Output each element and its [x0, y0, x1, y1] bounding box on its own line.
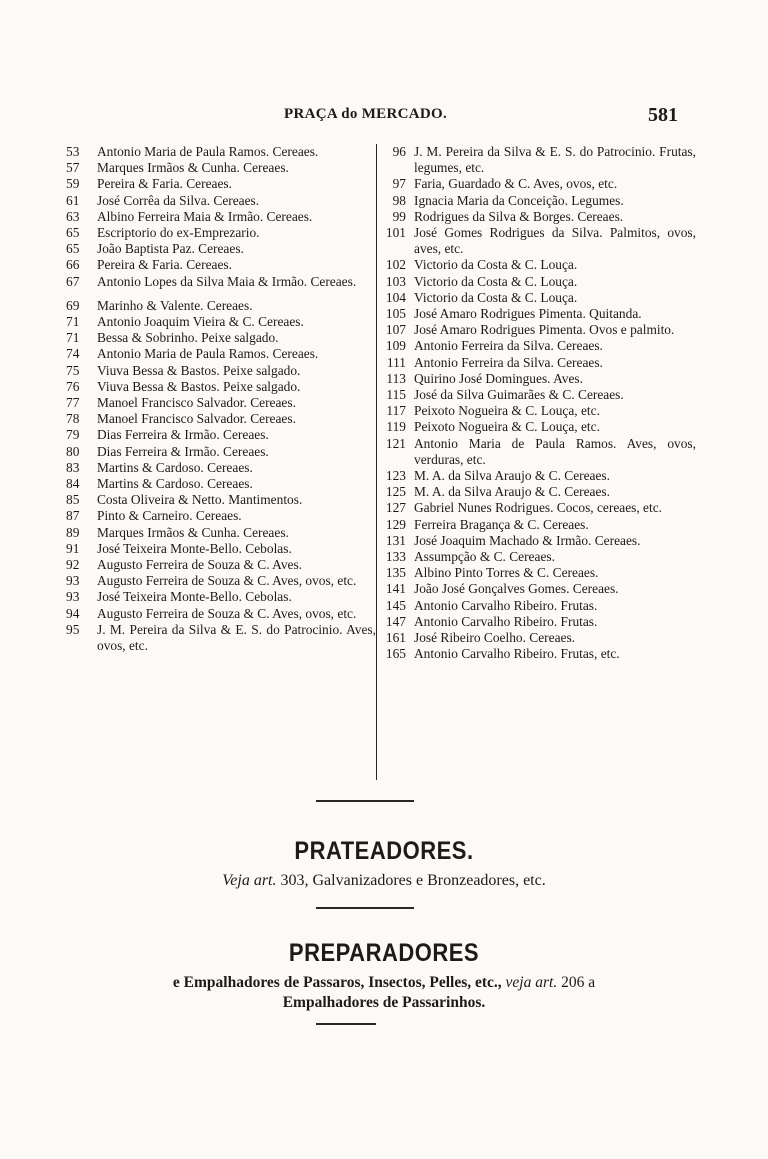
- directory-entry: [380, 306, 696, 322]
- entry-text: J. M. Pereira da Silva & E. S. do Patrocinio. Aves, ovos, etc.: [97, 621, 376, 654]
- separator-rule: [316, 907, 414, 909]
- entry-text: J. M. Pereira da Silva & E. S. do Patrocinio. Frutas, legumes, etc.: [414, 144, 696, 176]
- entry-text: Rodrigues da Silva & Borges. Cereaes.: [414, 208, 624, 224]
- directory-entry: [380, 257, 696, 273]
- street-number: 83: [66, 459, 80, 475]
- street-number: 69: [66, 297, 80, 313]
- directory-entry: [380, 436, 696, 468]
- directory-entry: [66, 411, 376, 427]
- directory-entry: [66, 298, 376, 314]
- entry-text: Dias Ferreira & Irmão. Cereaes.: [97, 427, 269, 443]
- directory-entry: [66, 176, 376, 192]
- directory-entry: [380, 338, 696, 354]
- directory-entry: [380, 517, 696, 533]
- directory-entry: [380, 630, 696, 646]
- directory-entry: [66, 541, 376, 557]
- entry-text: Antonio Ferreira da Silva. Cereaes.: [414, 354, 603, 370]
- entry-text: Ignacia Maria da Conceição. Legumes.: [414, 192, 624, 208]
- street-number: 66: [66, 257, 80, 273]
- veja-art-reference: veja art.: [505, 974, 558, 991]
- page-header: [0, 104, 768, 132]
- entry-text: José Gomes Rodrigues da Silva. Palmitos, ovos, aves, etc.: [414, 225, 696, 257]
- directory-entry: [380, 176, 696, 192]
- directory-entry: [66, 460, 376, 476]
- street-number: 141: [385, 581, 406, 597]
- page-number: 581: [648, 104, 678, 126]
- directory-entry: [66, 241, 376, 257]
- entry-text: Faria, Guardado & C. Aves, ovos, etc.: [414, 176, 618, 192]
- directory-entry: [380, 419, 696, 435]
- entry-text: Augusto Ferreira de Souza & C. Aves, ovos, etc.: [97, 573, 357, 589]
- entry-text: Peixoto Nogueira & C. Louça, etc.: [414, 419, 600, 435]
- street-number: 91: [66, 540, 80, 556]
- street-number: 102: [385, 257, 406, 273]
- entry-text: Augusto Ferreira de Souza & C. Aves, ovos, etc.: [97, 605, 357, 621]
- entry-text: Victorio da Costa & C. Louça.: [414, 273, 578, 289]
- street-number: 123: [385, 468, 406, 484]
- entry-text: Quirino José Domingues. Aves.: [414, 370, 583, 386]
- entry-text: Victorio da Costa & C. Louça.: [414, 257, 578, 273]
- directory-entry: [380, 646, 696, 662]
- street-number: 125: [385, 484, 406, 500]
- entry-text: Martins & Cardoso. Cereaes.: [97, 459, 253, 475]
- entry-text: Pinto & Carneiro. Cereaes.: [97, 508, 242, 524]
- directory-entry: [66, 330, 376, 346]
- prateadores-reference: [0, 872, 768, 890]
- directory-entry: [66, 606, 376, 622]
- street-number: 59: [66, 176, 80, 192]
- directory-entry: [380, 274, 696, 290]
- directory-entry: [380, 144, 696, 176]
- street-number: 71: [66, 330, 80, 346]
- street-number: 84: [66, 476, 80, 492]
- entry-text: João Baptista Paz. Cereaes.: [97, 241, 244, 257]
- entry-text: João José Gonçalves Gomes. Cereaes.: [414, 581, 619, 597]
- entry-text: Viuva Bessa & Bastos. Peixe salgado.: [97, 378, 301, 394]
- directory-entry: [380, 209, 696, 225]
- directory-entry: [380, 468, 696, 484]
- street-number: 80: [66, 443, 80, 459]
- street-number: 101: [385, 225, 406, 241]
- directory-entry: [380, 581, 696, 597]
- directory-entry: [380, 614, 696, 630]
- directory-entry: [380, 290, 696, 306]
- entry-text: Marques Irmãos & Cunha. Cereaes.: [97, 524, 289, 540]
- entry-text: Viuva Bessa & Bastos. Peixe salgado.: [97, 362, 301, 378]
- street-number: 94: [66, 605, 80, 621]
- street-number: 111: [386, 354, 406, 370]
- street-number: 117: [386, 403, 406, 419]
- entry-text: José da Silva Guimarães & C. Cereaes.: [414, 387, 624, 403]
- directory-entry: [66, 257, 376, 273]
- street-number: 109: [385, 338, 406, 354]
- directory-entry: [380, 225, 696, 257]
- preparadores-line-1-post: 206 a: [561, 974, 596, 991]
- street-number: 165: [385, 646, 406, 662]
- street-number: 57: [66, 160, 80, 176]
- street-number: 97: [392, 176, 406, 192]
- street-number: 93: [66, 573, 80, 589]
- directory-entry: [66, 427, 376, 443]
- preparadores-line-1-text: e Empalhadores de Passaros, Insectos, Pelles, etc.,: [172, 974, 502, 991]
- directory-entry: [66, 346, 376, 362]
- entry-text: Antonio Carvalho Ribeiro. Frutas.: [414, 597, 598, 613]
- veja-word: Veja: [222, 872, 250, 889]
- entry-text: Antonio Maria de Paula Ramos. Cereaes.: [97, 144, 319, 159]
- directory-entry: [66, 314, 376, 330]
- section-title-preparadores: PREPARADORES: [288, 938, 480, 967]
- street-number: 95: [66, 621, 80, 637]
- prateadores-reference-text: 303, Galvanizadores e Bronzeadores, etc.: [280, 872, 546, 889]
- directory-entry: [66, 589, 376, 605]
- left-column: [66, 144, 376, 654]
- entry-text: Gabriel Nunes Rodrigues. Cocos, cereaes, etc.: [414, 500, 663, 516]
- street-number: 67: [66, 273, 80, 289]
- entry-text: Pereira & Faria. Cereaes.: [97, 176, 232, 192]
- entry-text: Albino Ferreira Maia & Irmão. Cereaes.: [97, 208, 313, 224]
- entry-text: Antonio Joaquim Vieira & C. Cereaes.: [97, 314, 304, 330]
- directory-entry: [380, 355, 696, 371]
- street-number: 96: [392, 144, 406, 159]
- entry-text: José Amaro Rodrigues Pimenta. Quitanda.: [414, 306, 642, 322]
- directory-entry: [66, 209, 376, 225]
- entry-text: José Joaquim Machado & Irmão. Cereaes.: [414, 532, 641, 548]
- street-number: 93: [66, 589, 80, 605]
- entry-text: M. A. da Silva Araujo & C. Cereaes.: [414, 484, 610, 500]
- entry-text: Marinho & Valente. Cereaes.: [97, 297, 253, 313]
- street-number: 133: [385, 549, 406, 565]
- entry-text: Albino Pinto Torres & C. Cereaes.: [414, 565, 599, 581]
- column-divider: [376, 144, 377, 780]
- street-number: 53: [66, 144, 80, 159]
- street-number: 71: [66, 314, 80, 330]
- entry-text: Escriptorio do ex-Emprezario.: [97, 225, 260, 241]
- section-title-prateadores: PRATEADORES.: [294, 836, 474, 865]
- directory-entry: [380, 403, 696, 419]
- directory-entry: [380, 565, 696, 581]
- entry-text: José Teixeira Monte-Bello. Cebolas.: [97, 589, 292, 605]
- directory-entry: [66, 363, 376, 379]
- directory-entry: [380, 371, 696, 387]
- street-number: 147: [385, 613, 406, 629]
- directory-entry: [66, 476, 376, 492]
- street-number: 61: [66, 192, 80, 208]
- directory-entry: [380, 193, 696, 209]
- street-number: 131: [385, 532, 406, 548]
- street-number: 65: [66, 241, 80, 257]
- right-column: [380, 144, 696, 663]
- entry-text: José Amaro Rodrigues Pimenta. Ovos e palmito.: [414, 322, 675, 338]
- directory-entry: [66, 395, 376, 411]
- entry-text: Antonio Ferreira da Silva. Cereaes.: [414, 338, 603, 354]
- directory-entry: [66, 525, 376, 541]
- directory-entry: [66, 144, 376, 160]
- directory-entry: [380, 387, 696, 403]
- street-number: 129: [385, 516, 406, 532]
- entry-text: Antonio Lopes da Silva Maia & Irmão. Cereaes.: [97, 273, 357, 289]
- directory-entry: [66, 160, 376, 176]
- street-number: 78: [66, 411, 80, 427]
- entry-text: Manoel Francisco Salvador. Cereaes.: [97, 395, 296, 411]
- street-number: 87: [66, 508, 80, 524]
- entry-text: José Teixeira Monte-Bello. Cebolas.: [97, 540, 292, 556]
- entry-text: Costa Oliveira & Netto. Mantimentos.: [97, 492, 303, 508]
- running-title: PRAÇA do MERCADO.: [284, 106, 448, 122]
- directory-columns: [66, 144, 696, 784]
- entry-text: Assumpção & C. Cereaes.: [414, 549, 555, 565]
- entry-text: Augusto Ferreira de Souza & C. Aves.: [97, 557, 303, 573]
- street-number: 145: [385, 597, 406, 613]
- entry-text: Dias Ferreira & Irmão. Cereaes.: [97, 443, 269, 459]
- entry-text: Victorio da Costa & C. Louça.: [414, 289, 578, 305]
- directory-entry: [66, 492, 376, 508]
- street-number: 89: [66, 524, 80, 540]
- street-number: 65: [66, 225, 80, 241]
- separator-rule: [316, 800, 414, 802]
- entry-text: Antonio Carvalho Ribeiro. Frutas, etc.: [414, 646, 620, 662]
- directory-entry: [380, 322, 696, 338]
- directory-entry: [380, 598, 696, 614]
- street-number: 85: [66, 492, 80, 508]
- directory-entry: [66, 557, 376, 573]
- street-number: 75: [66, 362, 80, 378]
- directory-entry: [66, 508, 376, 524]
- street-number: 161: [385, 630, 406, 646]
- directory-entry: [66, 225, 376, 241]
- street-number: 105: [385, 306, 406, 322]
- directory-entry: [66, 573, 376, 589]
- preparadores-line-1: [0, 974, 768, 992]
- street-number: 113: [386, 370, 406, 386]
- street-number: 98: [392, 192, 406, 208]
- directory-entry: [380, 500, 696, 516]
- directory-entry: [66, 379, 376, 395]
- entry-text: Manoel Francisco Salvador. Cereaes.: [97, 411, 296, 427]
- entry-text: José Ribeiro Coelho. Cereaes.: [414, 630, 576, 646]
- street-number: 74: [66, 346, 80, 362]
- entry-text: Antonio Maria de Paula Ramos. Cereaes.: [97, 346, 319, 362]
- entry-text: Antonio Carvalho Ribeiro. Frutas.: [414, 613, 598, 629]
- entry-text: Ferreira Bragança & C. Cereaes.: [414, 516, 589, 532]
- street-number: 119: [386, 419, 406, 435]
- entry-text: Peixoto Nogueira & C. Louça, etc.: [414, 403, 600, 419]
- directory-entry: [66, 274, 376, 290]
- street-number: 103: [385, 273, 406, 289]
- entry-text: Bessa & Sobrinho. Peixe salgado.: [97, 330, 279, 346]
- directory-entry: [380, 533, 696, 549]
- street-number: 92: [66, 557, 80, 573]
- street-number: 104: [385, 289, 406, 305]
- directory-entry: [380, 549, 696, 565]
- entry-text: Martins & Cardoso. Cereaes.: [97, 476, 253, 492]
- entry-text: Antonio Maria de Paula Ramos. Aves, ovos, verduras, etc.: [414, 435, 696, 467]
- street-number: 63: [66, 208, 80, 224]
- street-number: 127: [385, 500, 406, 516]
- directory-entry: [66, 622, 376, 654]
- separator-rule: [316, 1023, 376, 1025]
- entry-text: José Corrêa da Silva. Cereaes.: [97, 192, 260, 208]
- directory-entry: [380, 484, 696, 500]
- street-number: 121: [385, 435, 406, 451]
- entry-text: Pereira & Faria. Cereaes.: [97, 257, 232, 273]
- entry-text: M. A. da Silva Araujo & C. Cereaes.: [414, 468, 610, 484]
- art-word: art.: [253, 872, 277, 889]
- street-number: 77: [66, 395, 80, 411]
- entry-text: Marques Irmãos & Cunha. Cereaes.: [97, 160, 289, 176]
- directory-entry: [66, 193, 376, 209]
- street-number: 79: [66, 427, 80, 443]
- preparadores-line-2: Empalhadores de Passarinhos.: [282, 994, 486, 1011]
- directory-entry: [66, 444, 376, 460]
- street-number: 135: [385, 565, 406, 581]
- street-number: 107: [385, 322, 406, 338]
- street-number: 76: [66, 378, 80, 394]
- street-number: 99: [392, 208, 406, 224]
- street-number: 115: [386, 387, 406, 403]
